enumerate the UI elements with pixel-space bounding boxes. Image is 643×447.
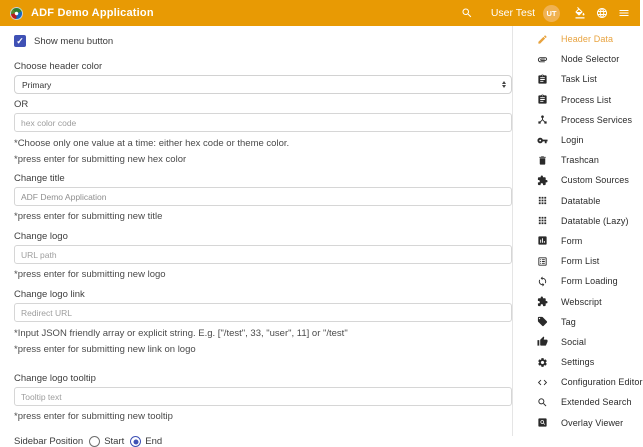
hamburger-icon[interactable] xyxy=(618,7,630,19)
tooltip-input[interactable] xyxy=(14,387,512,406)
sidebar-item-header-data[interactable] xyxy=(513,29,643,49)
sidebar-item-label: Datatable (Lazy) xyxy=(561,215,629,226)
refresh-icon xyxy=(537,276,548,287)
change-logo-label: Change logo xyxy=(14,231,68,242)
sidebar-item-node-selector[interactable] xyxy=(513,49,643,69)
change-tooltip-label: Change logo tooltip xyxy=(14,373,96,384)
sidebar-item-process-services[interactable] xyxy=(513,110,643,130)
sidebar-item-datatable-lazy[interactable] xyxy=(513,211,643,231)
sidebar-item-label: Datatable xyxy=(561,195,601,206)
show-menu-row xyxy=(14,35,512,47)
sidebar-item-label: Process Services xyxy=(561,114,633,125)
or-label: OR xyxy=(14,99,29,110)
sidebar-item-form-list[interactable] xyxy=(513,251,643,271)
sidebar-item-login[interactable] xyxy=(513,130,643,150)
color-hint-1: *Choose only one value at a time: either hex code or theme color. xyxy=(14,138,290,149)
header-color-select[interactable] xyxy=(14,75,512,94)
logo-link-input[interactable] xyxy=(14,303,512,322)
sidebar-item-form[interactable] xyxy=(513,231,643,251)
header-data-panel xyxy=(0,26,513,447)
sidebar-item-settings[interactable] xyxy=(513,352,643,372)
title-hint: *press enter for submitting new title xyxy=(14,211,163,222)
radio-start-label: Start xyxy=(104,436,125,447)
header-color-selected: Primary xyxy=(22,79,52,90)
sidebar-item-label: Configuration Editor xyxy=(561,377,643,388)
gear-icon xyxy=(537,357,548,368)
logo-input[interactable] xyxy=(14,245,512,264)
select-stepper-icon xyxy=(502,81,506,88)
sidebar-item-label: Overlay Viewer xyxy=(561,417,624,428)
sidebar-item-label: Form List xyxy=(561,256,600,267)
tooltip-hint: *press enter for submitting new tooltip xyxy=(14,411,173,422)
sidebar-item-label: Header Data xyxy=(561,34,614,45)
sidebar-item-label: Social xyxy=(561,336,587,347)
sidebar-item-tag[interactable] xyxy=(513,312,643,332)
thumb-up-icon xyxy=(537,336,548,347)
header-color-label: Choose header color xyxy=(14,61,103,72)
sidebar-item-datatable[interactable] xyxy=(513,191,643,211)
device-hub-icon xyxy=(537,114,548,125)
sidebar-item-trashcan[interactable] xyxy=(513,150,643,170)
radio-start[interactable] xyxy=(89,436,100,447)
sidebar-item-form-loading[interactable] xyxy=(513,271,643,291)
overlay-viewer-icon xyxy=(537,417,548,428)
sidebar-item-label: Custom Sources xyxy=(561,175,629,186)
key-icon xyxy=(537,135,548,146)
user-name[interactable]: User Test xyxy=(490,7,535,19)
change-title-label: Change title xyxy=(14,173,65,184)
clipboard-icon xyxy=(537,74,548,85)
radio-end[interactable] xyxy=(130,436,141,447)
sidebar-item-process-list[interactable] xyxy=(513,90,643,110)
bar-chart-icon xyxy=(537,235,548,246)
search-icon[interactable] xyxy=(461,7,473,19)
sidebar-item-extended-search[interactable] xyxy=(513,392,643,412)
sidebar-item-label: Settings xyxy=(561,357,595,368)
sidebar-item-custom-sources[interactable] xyxy=(513,170,643,190)
attachment-icon xyxy=(537,54,548,65)
sidebar-item-label: Task List xyxy=(561,74,597,85)
sidebar-item-configuration-editor[interactable] xyxy=(513,372,643,392)
sidebar-item-label: Node Selector xyxy=(561,54,620,65)
clipboard-icon xyxy=(537,94,548,105)
grid-icon xyxy=(537,195,548,206)
code-icon xyxy=(537,377,548,388)
sidebar-item-label: Form xyxy=(561,235,583,246)
radio-end-label: End xyxy=(145,436,163,447)
globe-icon[interactable] xyxy=(596,7,608,19)
sidebar-item-task-list[interactable] xyxy=(513,69,643,89)
grid-icon xyxy=(537,215,548,226)
sidebar-item-social[interactable] xyxy=(513,332,643,352)
logo-link-hint-2: *press enter for submitting new link on logo xyxy=(14,344,196,355)
logo-hint: *press enter for submitting new logo xyxy=(14,269,166,280)
puzzle-icon xyxy=(537,175,548,186)
form-list-icon xyxy=(537,256,548,267)
app-logo[interactable] xyxy=(10,7,23,20)
sidebar-item-label: Extended Search xyxy=(561,397,632,408)
sidebar-item-webscript[interactable] xyxy=(513,291,643,311)
sidebar-position-row xyxy=(14,436,512,447)
trash-icon xyxy=(537,155,548,166)
sidebar-item-label: Process List xyxy=(561,94,612,105)
sidebar-item-label: Trashcan xyxy=(561,155,599,166)
hex-color-input[interactable] xyxy=(14,113,512,132)
sidebar-nav xyxy=(513,26,643,436)
color-hint-2: *press enter for submitting new hex color xyxy=(14,154,187,165)
pencil-icon xyxy=(537,34,548,45)
title-input[interactable] xyxy=(14,187,512,206)
sidebar-item-overlay-viewer[interactable] xyxy=(513,413,643,433)
search-icon xyxy=(537,397,548,408)
sidebar-item-label: Tag xyxy=(561,316,576,327)
app-title: ADF Demo Application xyxy=(31,7,154,19)
color-fill-icon[interactable] xyxy=(574,7,586,19)
tag-icon xyxy=(537,316,548,327)
sidebar-item-label: Webscript xyxy=(561,296,602,307)
change-logo-link-label: Change logo link xyxy=(14,289,85,300)
puzzle-icon xyxy=(537,296,548,307)
app-header xyxy=(0,0,640,26)
sidebar-item-label: Form Loading xyxy=(561,276,618,287)
logo-link-hint-1: *Input JSON friendly array or explicit string. E.g. ["/test", 33, "user", 11] or "/test" xyxy=(14,328,348,339)
show-menu-checkbox[interactable]: ✓ xyxy=(14,35,26,47)
sidebar-item-label: Login xyxy=(561,135,584,146)
show-menu-label: Show menu button xyxy=(34,35,114,47)
avatar[interactable]: UT xyxy=(543,5,560,22)
sidebar-position-label: Sidebar Position xyxy=(14,436,84,447)
